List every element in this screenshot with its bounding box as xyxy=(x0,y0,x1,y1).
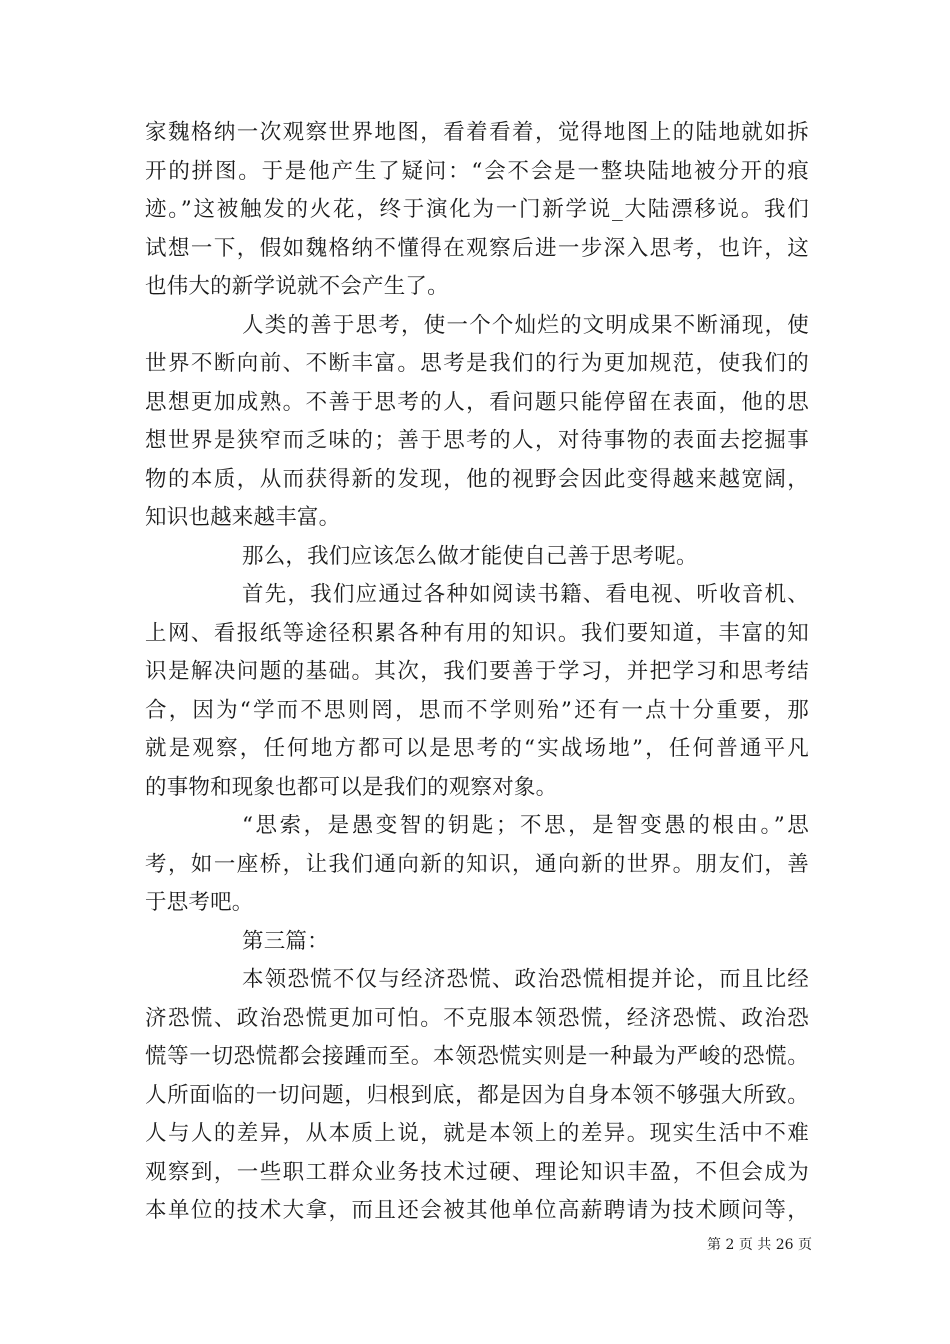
text-line: 考，如一座桥，让我们通向新的知识，通向新的世界。朋友们，善 xyxy=(145,851,809,877)
text-line: 识是解决问题的基础。其次，我们要善于学习，并把学习和思考结 xyxy=(145,659,809,684)
text-line: 也伟大的新学说就不会产生了。 xyxy=(145,274,449,299)
text-line: 本单位的技术大拿，而且还会被其他单位高薪聘请为技术顾问等， xyxy=(145,1198,809,1223)
text-line: 上网、看报纸等途径积累各种有用的知识。我们要知道，丰富的知 xyxy=(145,620,809,646)
text-line: 就是观察，任何地方都可以是思考的“实战场地”，任何普通平凡 xyxy=(145,736,809,761)
text-line: 人与人的差异，从本质上说，就是本领上的差异。现实生活中不难 xyxy=(145,1121,809,1146)
text-line: 本领恐慌不仅与经济恐慌、政治恐慌相提并论，而且比经 xyxy=(242,967,809,992)
text-line: 人类的善于思考，使一个个灿烂的文明成果不断涌现，使 xyxy=(242,312,809,338)
text-line: 那么，我们应该怎么做才能使自己善于思考呢。 xyxy=(242,543,698,569)
text-line: 观察到，一些职工群众业务技术过硬、理论知识丰盈，不但会成为 xyxy=(145,1159,809,1185)
text-line: 慌等一切恐慌都会接踵而至。本领恐慌实则是一种最为严峻的恐慌。 xyxy=(145,1044,809,1069)
text-line: 迹。”这被触发的火花，终于演化为一门新学说_大陆漂移说。我们 xyxy=(145,197,809,222)
text-line: 家魏格纳一次观察世界地图，看着看着，觉得地图上的陆地就如拆 xyxy=(145,120,809,145)
text-line: 试想一下，假如魏格纳不懂得在观察后进一步深入思考，也许，这 xyxy=(145,235,809,261)
text-line: 合，因为“学而不思则罔，思而不学则殆”还有一点十分重要，那 xyxy=(145,697,809,723)
text-line: 世界不断向前、不断丰富。思考是我们的行为更加规范，使我们的 xyxy=(145,351,809,376)
text-line: 思想更加成熟。不善于思考的人，看问题只能停留在表面，他的思 xyxy=(145,389,809,415)
text-line: 于思考吧。 xyxy=(145,890,254,915)
text-line: 的事物和现象也都可以是我们的观察对象。 xyxy=(145,774,558,800)
text-line: 物的本质，从而获得新的发现，他的视野会因此变得越来越宽阔， xyxy=(145,466,809,492)
text-line: 第三篇： xyxy=(242,928,329,954)
text-line: 人所面临的一切问题，归根到底，都是因为自身本领不够强大所致。 xyxy=(145,1082,809,1108)
text-line: “思索，是愚变智的钥匙；不思，是智变愚的根由。”思 xyxy=(242,813,809,838)
text-line: 济恐慌、政治恐慌更加可怕。不克服本领恐慌，经济恐慌、政治恐 xyxy=(145,1005,809,1031)
text-line: 开的拼图。于是他产生了疑问：“会不会是一整块陆地被分开的痕 xyxy=(145,158,809,184)
text-line: 想世界是狭窄而乏味的；善于思考的人，对待事物的表面去挖掘事 xyxy=(145,428,809,453)
text-line: 首先，我们应通过各种如阅读书籍、看电视、听收音机、 xyxy=(242,582,809,607)
document-body xyxy=(145,114,809,1231)
text-line: 知识也越来越丰富。 xyxy=(145,505,341,530)
page-number-footer: 第 2 页 共 26 页 xyxy=(707,1237,812,1253)
